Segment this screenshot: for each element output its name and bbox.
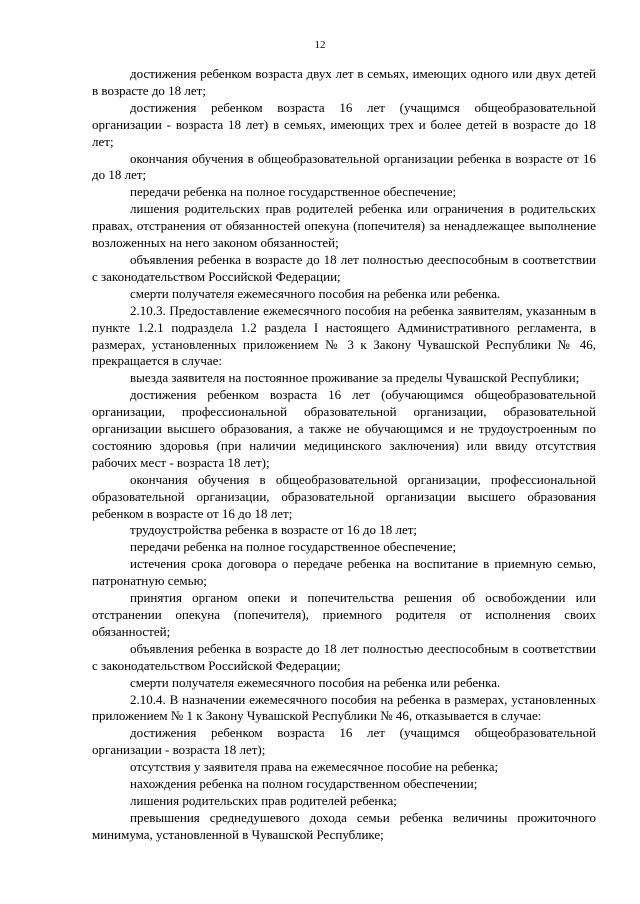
section-paragraph-2-10-4: 2.10.4. В назначении ежемесячного пособия на ребенка в размерах, установленных приложением № 1 к Закону Чувашской Республики № 46, отказывается в случае: — [92, 691, 596, 724]
paragraph: нахождения ребенка на полном государственном обеспечении; — [130, 776, 478, 792]
paragraph: трудоустройства ребенка в возрасте от 16 до 18 лет; — [130, 522, 418, 538]
paragraph: достижения ребенком возраста 16 лет (обучающимся общеобразовательной организации, профессиональной образовательной организации, образовательной организации высшего образования, а также не обучающимся и не трудоустроенным по состоянию здоровья (при наличии медицинского заключения) или ввиду отсутствия рабочих мест - возраста 18 лет); — [92, 387, 596, 470]
page-number: 12 — [314, 39, 326, 51]
paragraph: выезда заявителя на постоянное проживание за пределы Чувашской Республики; — [130, 370, 580, 386]
section-paragraph-2-10-3: 2.10.3. Предоставление ежемесячного пособия на ребенка заявителям, указанным в пункте 1.2.1 подраздела 1.2 раздела I настоящего Административного регламента, в размерах, установленных приложением № 3 к Закону Чувашской Республики № 46, прекращается в случае: — [92, 302, 596, 369]
paragraph: передачи ребенка на полное государственное обеспечение; — [130, 184, 457, 200]
paragraph: окончания обучения в общеобразовательной организации, профессиональной образовательной организации, образовательной организации высшего образования ребенком в возрасте от 16 до 18 лет; — [92, 471, 596, 521]
paragraph: объявления ребенка в возрасте до 18 лет полностью дееспособным в соответствии с законодательством Российской Федерации; — [92, 640, 596, 673]
paragraph: истечения срока договора о передаче ребенка на воспитание в приемную семью, патронатную семью; — [92, 556, 596, 589]
paragraph: смерти получателя ежемесячного пособия на ребенка или ребенка. — [130, 285, 501, 301]
paragraph: достижения ребенком возраста двух лет в семьях, имеющих одного или двух детей в возрасте до 18 лет; — [92, 66, 596, 98]
paragraph: окончания обучения в общеобразовательной организации ребенка в возрасте от 16 до 18 лет; — [92, 150, 596, 183]
paragraph: отсутствия у заявителя права на ежемесячное пособие на ребенка; — [130, 759, 499, 775]
paragraph: достижения ребенком возраста 16 лет (учащимся общеобразовательной организации - возраста 18 лет) в семьях, имеющих трех и более детей в возрасте до 18 лет; — [92, 99, 596, 149]
document-body — [92, 66, 596, 844]
paragraph: превышения среднедушевого дохода семьи ребенка величины прожиточного минимума, установленной в Чувашской Республике; — [92, 809, 596, 842]
paragraph: лишения родительских прав родителей ребенка; — [130, 792, 397, 808]
paragraph: передачи ребенка на полное государственное обеспечение; — [130, 539, 457, 555]
paragraph: смерти получателя ежемесячного пособия на ребенка или ребенка. — [130, 674, 501, 690]
paragraph: лишения родительских прав родителей ребенка или ограничения в родительских правах, отстранения от обязанностей опекуна (попечителя) за ненадлежащее выполнение возложенных на него законом обязанностей; — [92, 201, 596, 251]
paragraph: объявления ребенка в возрасте до 18 лет полностью дееспособным в соответствии с законодательством Российской Федерации; — [92, 251, 596, 284]
paragraph: принятия органом опеки и попечительства решения об освобождении или отстранении опекуна (попечителя), приемного родителя от исполнения своих обязанностей; — [92, 590, 596, 639]
paragraph: достижения ребенком возраста 16 лет (учащимся общеобразовательной организации - возраста 18 лет); — [92, 725, 596, 758]
